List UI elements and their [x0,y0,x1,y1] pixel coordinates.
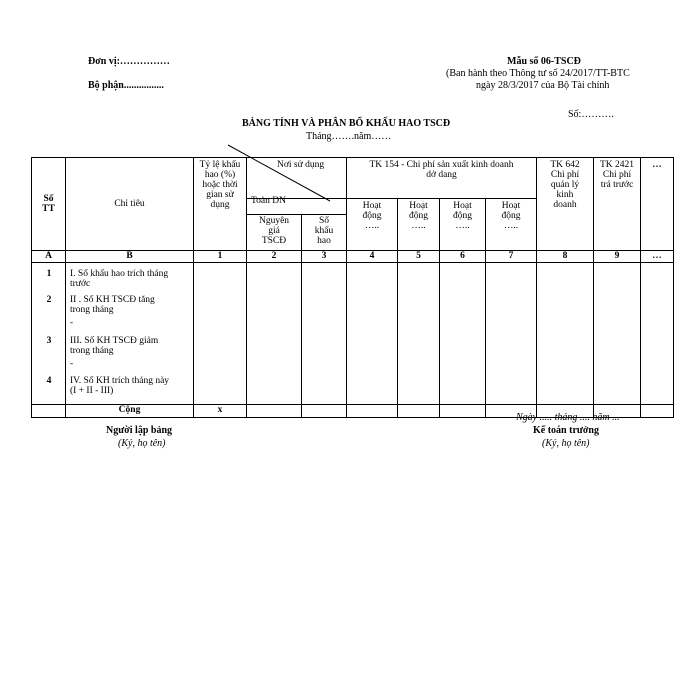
row-2-stt: 2 [46,295,52,305]
row-1-text: I. Số khấu hao trích tháng trước [70,269,169,289]
header-ty-le: Tỷ lệ khấu hao (%) hoặc thời gian sử dụng [194,158,247,251]
col-num-7: 7 [486,251,537,263]
preparer-signature: (Ký, họ tên) [118,438,166,449]
col-num-1: 1 [194,251,247,263]
row-2-text: II . Số KH TSCĐ tăng trong tháng [70,295,155,315]
col-num-3: 3 [302,251,347,263]
header-toan-dn: Toàn DN [251,196,286,206]
page-title: BẢNG TÍNH VÀ PHÂN BỔ KHẤU HAO TSCĐ [242,118,451,129]
header-stt: Số TT [32,158,66,251]
col-num-b: B [66,251,194,263]
col-num-4: 4 [347,251,398,263]
header-noi-su-dung: Nơi sử dụng Toàn DN [247,158,347,199]
row-2-dash: - [70,318,74,328]
col-num-6: 6 [440,251,486,263]
header-so-khau-hao: Số khấu hao [302,215,347,251]
month-year-line: Tháng…….năm…… [306,131,392,142]
total-x: x [194,405,247,418]
header-hoat-dong-2: Hoạt động ….. [398,199,440,251]
row-3-text: III. Số KH TSCĐ giảm trong tháng [70,336,159,356]
header-hoat-dong-3: Hoạt động ….. [440,199,486,251]
row-4-text: IV. Số KH trích tháng này (I + II - III) [70,376,170,396]
header-more: … [641,158,674,251]
header-chi-tieu: Chỉ tiêu [66,158,194,251]
header-hoat-dong-1: Hoạt động ….. [347,199,398,251]
col-num-8: 8 [537,251,594,263]
header-hoat-dong-4: Hoạt động ….. [486,199,537,251]
form-number: Mẫu số 06-TSCĐ [507,56,581,67]
department-label: Bộ phận................ [88,80,164,91]
col-num-more: … [641,251,674,263]
col-num-9: 9 [594,251,641,263]
row-3-dash: - [70,359,74,369]
col-num-5: 5 [398,251,440,263]
row-1-stt: 1 [46,269,52,279]
accountant-title: Kế toán trưởng [533,425,599,436]
date-line: Ngày ..... tháng .... năm ... [516,412,620,423]
issued-by-line1: (Ban hành theo Thông tư số 24/2017/TT-BTC [446,68,630,79]
total-label: Cộng [66,405,194,418]
header-nguyen-gia: Nguyên giá TSCĐ [247,215,302,251]
preparer-title: Người lập bảng [106,425,173,436]
header-tk154: TK 154 - Chi phí sản xuất kinh doanh dở dang [347,158,537,199]
unit-label: Đơn vị:…………… [88,56,170,67]
document-number: Số:………. [568,109,614,120]
row-4-stt: 4 [46,376,52,386]
accountant-signature: (Ký, họ tên) [542,438,590,449]
col-num-2: 2 [247,251,302,263]
header-tk642: TK 642 Chi phí quản lý kinh doanh [537,158,594,251]
issued-by-line2: ngày 28/3/2017 của Bộ Tài chính [476,80,610,91]
row-3-stt: 3 [46,336,52,346]
header-tk2421: TK 2421 Chi phí trả trước [594,158,641,251]
col-num-a: A [32,251,66,263]
